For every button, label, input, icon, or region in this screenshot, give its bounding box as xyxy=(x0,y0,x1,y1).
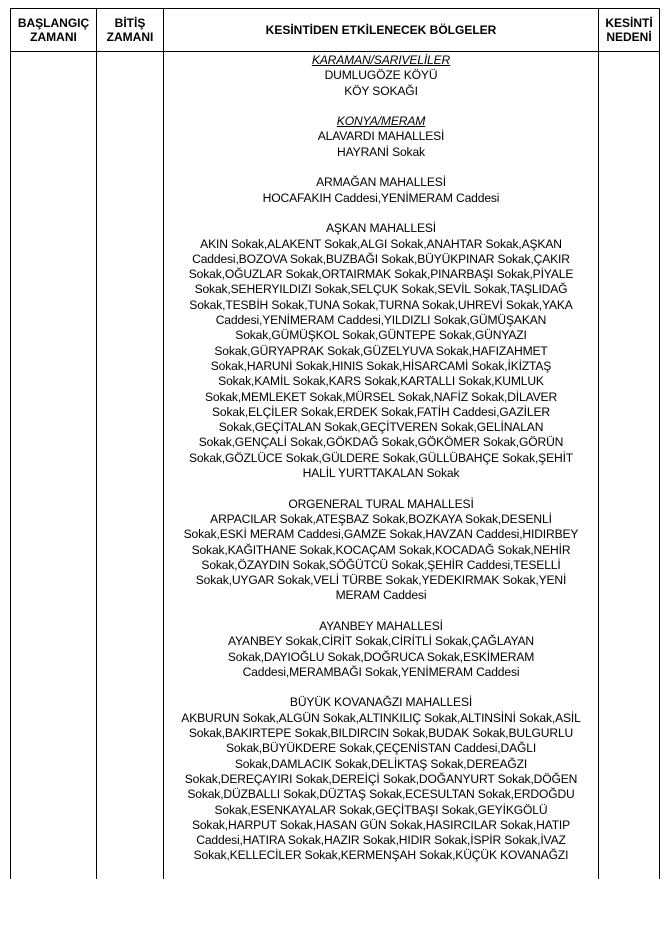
street-line: Sokak,KAMİL Sokak,KARS Sokak,KARTALLI Sokak,KUMLUK xyxy=(218,374,544,389)
street-line: HAYRANİ Sokak xyxy=(337,144,425,159)
street-line: Sokak,HARPUT Sokak,HASAN GÜN Sokak,HASIRCILAR Sokak,HATIP xyxy=(191,817,571,832)
street-line: Sokak,DEREÇAYIRI Sokak,DEREİÇİ Sokak,DOĞANYURT Sokak,DÖĞEN xyxy=(184,771,578,786)
neighborhood-name: ARMAĞAN MAHALLESİ xyxy=(316,175,446,190)
region-block xyxy=(164,129,598,160)
street-line: ARPACILAR Sokak,ATEŞBAZ Sokak,BOZKAYA Sokak,DESENLİ xyxy=(210,511,552,526)
header-start-time: BAŞLANGIÇ ZAMANI xyxy=(11,9,97,52)
street-line: Sokak,GENÇALİ Sokak,GÖKDAĞ Sokak,GÖKÖMER Sokak,GÖRÜN xyxy=(198,435,564,450)
street-line: HALİL YURTTAKALAN Sokak xyxy=(302,466,460,481)
street-line: AKIN Sokak,ALAKENT Sokak,ALGI Sokak,ANAHTAR Sokak,AŞKAN xyxy=(200,236,562,251)
reason-cell xyxy=(599,52,660,880)
end-time-cell xyxy=(97,52,164,880)
street-line: Sokak,ÖZAYDIN Sokak,SÖĞÜTCÜ Sokak,ŞEHİR Caddesi,TESELLİ xyxy=(201,557,561,572)
neighborhood-name: ORGENERAL TURAL MAHALLESİ xyxy=(288,496,474,511)
street-line: Sokak,GEÇİTALAN Sokak,GEÇİTVEREN Sokak,GELİNALAN xyxy=(218,420,544,435)
province-title: KARAMAN/SARIVELİLER xyxy=(311,53,451,67)
region-block xyxy=(164,695,598,863)
neighborhood-name: BÜYÜK KOVANAĞZI MAHALLESİ xyxy=(289,695,473,710)
street-line: AKBURUN Sokak,ALGÜN Sokak,ALTINKILIÇ Sokak,ALTINSİNİ Sokak,ASİL xyxy=(181,710,581,725)
street-line: Sokak,DÜZBALLI Sokak,DÜZTAŞ Sokak,ECESULTAN Sokak,ERDOĞDU xyxy=(187,787,575,802)
street-line: Sokak,ELÇİLER Sokak,ERDEK Sokak,FATİH Caddesi,GAZİLER xyxy=(212,404,550,419)
header-reason: KESİNTİ NEDENİ xyxy=(599,9,660,52)
street-line: Sokak,DAMLACIK Sokak,DELİKTAŞ Sokak,DEREAĞZI xyxy=(234,756,528,771)
street-line: Sokak,ESKİ MERAM Caddesi,GAMZE Sokak,HAVZAN Caddesi,HIDIRBEY xyxy=(183,527,579,542)
street-line: HOCAFAKIH Caddesi,YENİMERAM Caddesi xyxy=(262,190,500,205)
street-line: Sokak,KAĞITHANE Sokak,KOCAÇAM Sokak,KOCADAĞ Sokak,NEHİR xyxy=(191,542,571,557)
street-line: Sokak,TESBİH Sokak,TUNA Sokak,TURNA Sokak,UHREVİ Sokak,YAKA xyxy=(189,297,573,312)
street-line: Caddesi,YENİMERAM Caddesi,YILDIZLI Sokak,GÜMÜŞAKAN xyxy=(215,313,547,328)
street-line: Sokak,GÜMÜŞKOL Sokak,GÜNTEPE Sokak,GÜNYAZI xyxy=(235,328,527,343)
street-line: Sokak,KELLECİLER Sokak,KERMENŞAH Sokak,KÜÇÜK KOVANAĞZI xyxy=(193,848,569,863)
start-time-cell xyxy=(11,52,97,880)
neighborhood-name: AŞKAN MAHALLESİ xyxy=(326,221,436,236)
street-line: Sokak,BÜYÜKDERE Sokak,ÇEÇENİSTAN Caddesi,DAĞLI xyxy=(225,741,537,756)
outage-row xyxy=(11,52,660,880)
street-line: Sokak,SEHERYILDIZI Sokak,SELÇUK Sokak,SEVİL Sokak,TAŞLIDAĞ xyxy=(194,282,568,297)
street-line: Sokak,GÜRYAPRAK Sokak,GÜZELYUVA Sokak,HAFIZAHMET xyxy=(214,343,548,358)
street-line: AYANBEY Sokak,CİRİT Sokak,CİRİTLİ Sokak,ÇAĞLAYAN xyxy=(227,634,534,649)
street-line: Sokak,OĞUZLAR Sokak,ORTAIRMAK Sokak,PINARBAŞI Sokak,PİYALE xyxy=(188,267,574,282)
region-block xyxy=(164,221,598,481)
region-block xyxy=(164,175,598,206)
outage-table xyxy=(10,8,660,879)
affected-regions-cell xyxy=(164,52,599,880)
street-line: MERAM Caddesi xyxy=(335,588,427,603)
header-affected-regions: KESİNTİDEN ETKİLENECEK BÖLGELER xyxy=(164,9,599,52)
street-line: Caddesi,BOZOVA Sokak,BUZBAĞI Sokak,BÜYÜKPINAR Sokak,ÇAKIR xyxy=(192,251,570,266)
region-block xyxy=(164,68,598,99)
street-line: Sokak,HARUNİ Sokak,HINIS Sokak,HİSARCAMİ Sokak,İKİZTAŞ xyxy=(210,358,552,373)
street-line: Sokak,UYGAR Sokak,VELİ TÜRBE Sokak,YEDEKIRMAK Sokak,YENİ xyxy=(195,573,567,588)
region-block xyxy=(164,497,598,604)
regions-list xyxy=(164,52,598,864)
neighborhood-name: AYANBEY MAHALLESİ xyxy=(319,618,443,633)
street-line: KÖY SOKAĞI xyxy=(344,83,418,98)
street-line: Sokak,ESENKAYALAR Sokak,GEÇİTBAŞI Sokak,GEYİKGÖLÜ xyxy=(214,802,548,817)
street-line: Sokak,DAYIOĞLU Sokak,DOĞRUCA Sokak,ESKİMERAM xyxy=(227,649,535,664)
neighborhood-name: ALAVARDI MAHALLESİ xyxy=(317,129,445,144)
header-row xyxy=(11,9,660,52)
street-line: Sokak,GÖZLÜCE Sokak,GÜLDERE Sokak,GÜLLÜBAHÇE Sokak,ŞEHİT xyxy=(188,450,574,465)
street-line: Sokak,BAKIRTEPE Sokak,BILDIRCIN Sokak,BUDAK Sokak,BULGURLU xyxy=(188,726,574,741)
street-line: DUMLUGÖZE KÖYÜ xyxy=(324,68,438,83)
header-end-time: BİTİŞ ZAMANI xyxy=(97,9,164,52)
street-line: Sokak,MEMLEKET Sokak,MÜRSEL Sokak,NAFİZ Sokak,DİLAVER xyxy=(204,389,558,404)
province-title: KONYA/MERAM xyxy=(336,114,426,129)
region-block xyxy=(164,619,598,680)
street-line: Caddesi,MERAMBAĞI Sokak,YENİMERAM Caddesi xyxy=(242,664,520,679)
street-line: Caddesi,HATIRA Sokak,HAZIR Sokak,HIDIR Sokak,İSPİR Sokak,İVAZ xyxy=(196,833,566,848)
